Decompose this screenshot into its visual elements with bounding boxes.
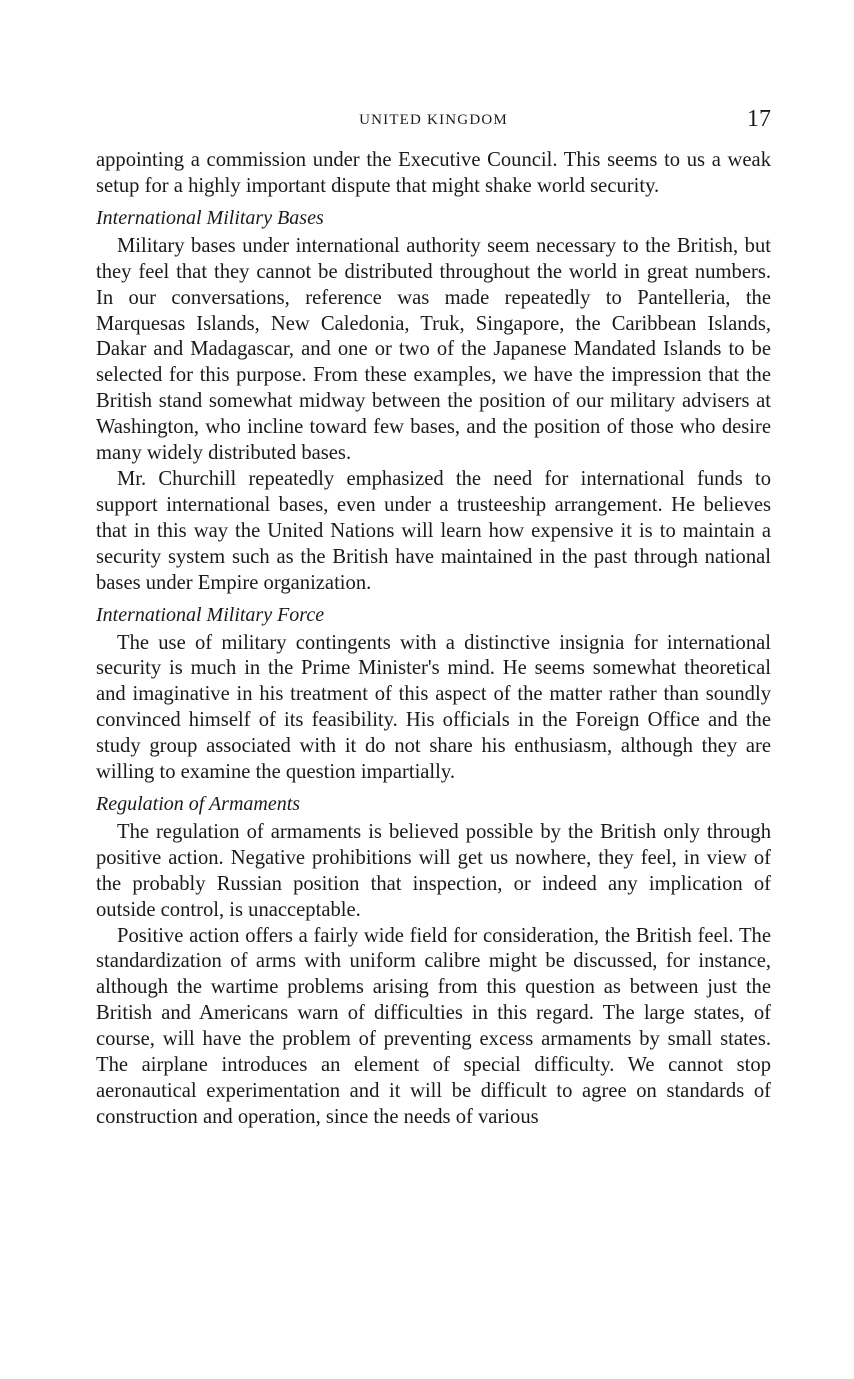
section-heading-military-bases: International Military Bases (96, 206, 324, 229)
paragraph: Military bases under international authority seem necessary to the British, but they feel that they cannot be distributed throughout the world in great numbers. In our conversations, reference was made repeatedly to Pantelleria, the Marquesas Islands, New Caledonia, Truk, Singapore, the Caribbean Islands, Dakar and Madagascar, and one or two of the Japanese Mandated Islands to be selected for this purpose. From these examples, we have the impression that the British stand somewhat midway between the position of our military advisers at Washington, who incline toward few bases, and the position of those who desire many widely distributed bases. (96, 234, 771, 465)
section-heading-armaments: Regulation of Armaments (96, 792, 301, 815)
paragraph-continuation: appointing a commission under the Executive Council. This seems to us a weak setup for a highly important dispute that might shake world security. (96, 149, 771, 197)
running-head (96, 108, 771, 138)
page-number: 17 (747, 106, 771, 132)
body-text (96, 148, 771, 1131)
paragraph: The use of military contingents with a distinctive insignia for international security is much in the Prime Minister's mind. He seems somewhat theoretical and imaginative in his treatment of this aspect of the matter rather than soundly convinced himself of its feasibility. His officials in the Foreign Office and the study group associated with it do not share his enthusiasm, although they are willing to examine the question impartially. (96, 631, 771, 784)
running-title: UNITED KINGDOM (359, 112, 508, 128)
paragraph: Mr. Churchill repeatedly emphasized the need for international funds to support international bases, even under a trusteeship arrangement. He believes that in this way the United Nations will learn how expensive it is to maintain a security system such as the British have maintained in the past through national bases under Empire organization. (96, 467, 771, 594)
paragraph: The regulation of armaments is believed possible by the British only through positive action. Negative prohibitions will get us nowhere, they feel, in view of the probably Russian position that inspection, or indeed any implication of outside control, is unacceptable. (96, 820, 771, 921)
section-heading-military-force: International Military Force (96, 603, 325, 626)
paragraph: Positive action offers a fairly wide field for consideration, the British feel. The standardization of arms with uniform calibre might be discussed, for instance, although the wartime problems arising from this question as between just the British and Americans warn of difficulties in this regard. The large states, of course, will have the problem of preventing excess armaments by small states. The airplane introduces an element of special difficulty. We cannot stop aeronautical experimentation and it will be difficult to agree on standards of construction and operation, since the needs of various (96, 924, 771, 1128)
